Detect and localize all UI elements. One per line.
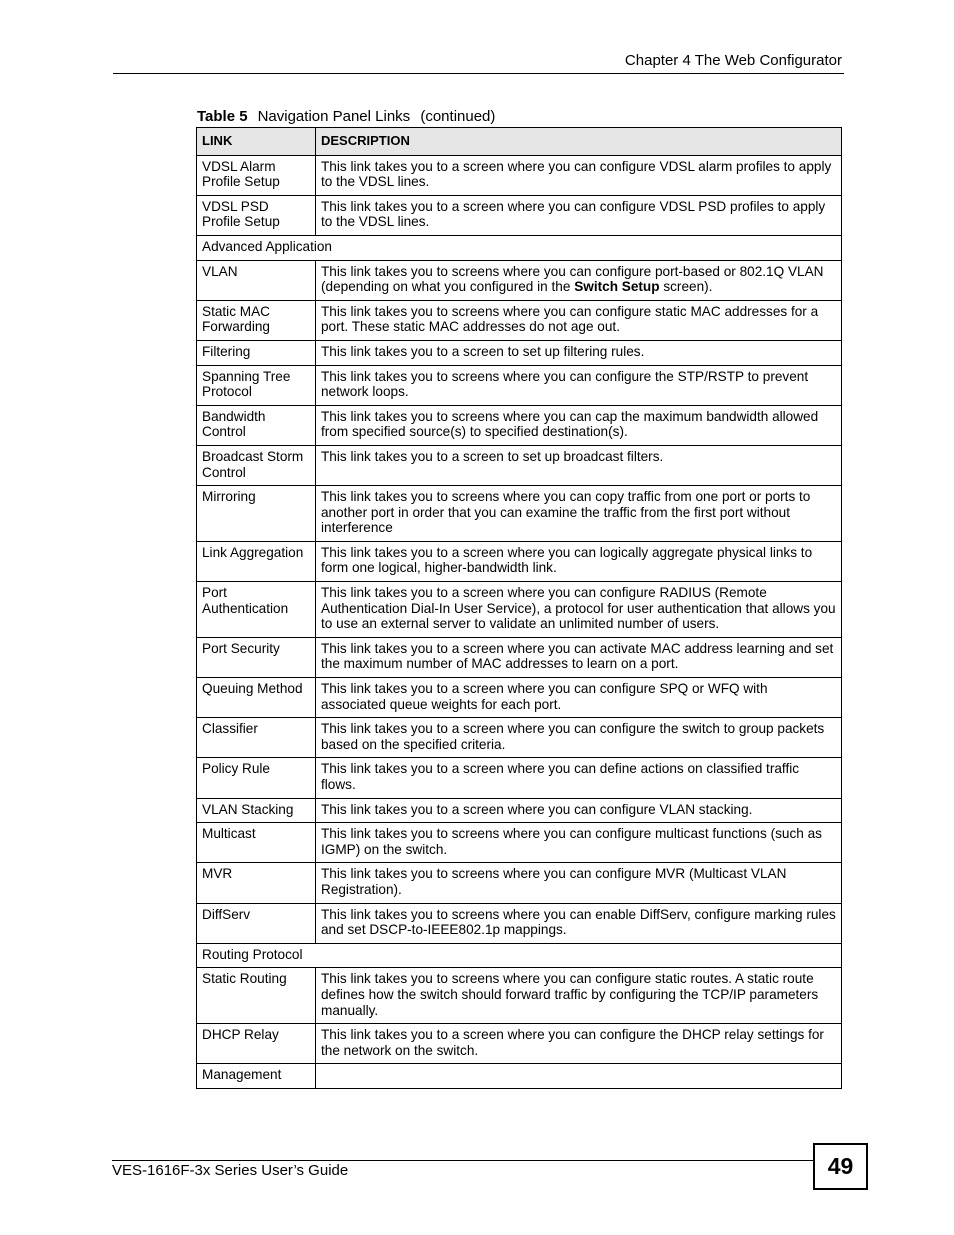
- description-cell: This link takes you to screens where you can enable DiffServ, configure marking rules and set DSCP-to-IEEE802.1p mappings.: [316, 903, 842, 943]
- table-row: [197, 155, 842, 195]
- link-cell: Policy Rule: [197, 758, 316, 798]
- description-emphasis: Switch Setup: [574, 279, 660, 295]
- header-rule: [113, 73, 844, 74]
- link-cell: Queuing Method: [197, 678, 316, 718]
- table-caption-number: Table 5: [197, 108, 248, 125]
- table-row: [197, 195, 842, 235]
- table-row: [197, 758, 842, 798]
- table-row: [197, 1064, 842, 1089]
- link-cell: Mirroring: [197, 486, 316, 542]
- table-row: [197, 300, 842, 340]
- link-cell: DiffServ: [197, 903, 316, 943]
- link-cell: Static Routing: [197, 968, 316, 1024]
- link-cell: VDSL PSD Profile Setup: [197, 195, 316, 235]
- description-cell: This link takes you to a screen where you can configure VLAN stacking.: [316, 798, 842, 823]
- link-cell: Broadcast Storm Control: [197, 445, 316, 485]
- section-label: Advanced Application: [197, 235, 842, 260]
- link-cell: MVR: [197, 863, 316, 903]
- table-caption-suffix: (continued): [420, 108, 496, 125]
- table-row: [197, 718, 842, 758]
- table-row: [197, 1024, 842, 1064]
- table-row: [197, 486, 842, 542]
- footer-rule: [112, 1160, 815, 1161]
- link-cell: VDSL Alarm Profile Setup: [197, 155, 316, 195]
- table-row: [197, 903, 842, 943]
- table-row: [197, 637, 842, 677]
- running-header: Chapter 4 The Web Configurator: [624, 52, 842, 69]
- table-row: [197, 541, 842, 581]
- column-header-description: DESCRIPTION: [316, 128, 842, 156]
- description-cell: This link takes you to a screen to set up broadcast filters.: [316, 445, 842, 485]
- link-cell: Spanning Tree Protocol: [197, 365, 316, 405]
- table-section-row: [197, 235, 842, 260]
- navigation-links-table: [196, 127, 842, 1089]
- link-cell: VLAN: [197, 260, 316, 300]
- link-cell: Link Aggregation: [197, 541, 316, 581]
- description-cell: [316, 1064, 842, 1089]
- description-cell: This link takes you to a screen where you can activate MAC address learning and set the maximum number of MAC addresses to learn on a port.: [316, 637, 842, 677]
- section-label: Routing Protocol: [197, 943, 842, 968]
- table-row: [197, 823, 842, 863]
- page-number: 49: [813, 1143, 868, 1190]
- description-cell: This link takes you to screens where you can cap the maximum bandwidth allowed from specified source(s) to specified destination(s).: [316, 405, 842, 445]
- description-cell: This link takes you to a screen to set up filtering rules.: [316, 340, 842, 365]
- link-cell: Filtering: [197, 340, 316, 365]
- link-cell: Static MAC Forwarding: [197, 300, 316, 340]
- description-cell: This link takes you to screens where you can configure MVR (Multicast VLAN Registration).: [316, 863, 842, 903]
- table-row: [197, 340, 842, 365]
- table-row: [197, 365, 842, 405]
- table-header-row: [197, 128, 842, 156]
- description-cell: This link takes you to a screen where you can configure RADIUS (Remote Authentication Dial-In User Service), a protocol for user authentication that allows you to use an external server to validate an unlimited number of users.: [316, 582, 842, 638]
- column-header-link: LINK: [197, 128, 316, 156]
- description-cell: This link takes you to a screen where you can configure VDSL alarm profiles to apply to the VDSL lines.: [316, 155, 842, 195]
- description-cell: This link takes you to a screen where you can define actions on classified traffic flows.: [316, 758, 842, 798]
- table-row: [197, 798, 842, 823]
- link-cell: Port Security: [197, 637, 316, 677]
- link-cell: Port Authentication: [197, 582, 316, 638]
- link-cell: Classifier: [197, 718, 316, 758]
- description-cell: This link takes you to screens where you can configure static routes. A static route defines how the switch should forward traffic by configuring the TCP/IP parameters manually.: [316, 968, 842, 1024]
- description-cell: This link takes you to screens where you can configure static MAC addresses for a port. These static MAC addresses do not age out.: [316, 300, 842, 340]
- description-cell: This link takes you to a screen where you can configure the DHCP relay settings for the network on the switch.: [316, 1024, 842, 1064]
- table-row: [197, 445, 842, 485]
- table-row: [197, 260, 842, 300]
- link-cell: Multicast: [197, 823, 316, 863]
- link-cell: VLAN Stacking: [197, 798, 316, 823]
- link-cell: Bandwidth Control: [197, 405, 316, 445]
- description-cell: This link takes you to a screen where you can configure SPQ or WFQ with associated queue weights for each port.: [316, 678, 842, 718]
- link-cell: Management: [197, 1064, 316, 1089]
- description-cell: [316, 260, 842, 300]
- table-caption-title: Navigation Panel Links: [257, 108, 411, 125]
- table-row: [197, 678, 842, 718]
- description-cell: This link takes you to screens where you can configure multicast functions (such as IGMP) on the switch.: [316, 823, 842, 863]
- table-section-row: [197, 943, 842, 968]
- description-cell: This link takes you to a screen where you can logically aggregate physical links to form one logical, higher-bandwidth link.: [316, 541, 842, 581]
- table-row: [197, 863, 842, 903]
- description-cell: This link takes you to a screen where you can configure VDSL PSD profiles to apply to the VDSL lines.: [316, 195, 842, 235]
- description-cell: This link takes you to a screen where you can configure the switch to group packets based on the specified criteria.: [316, 718, 842, 758]
- description-cell: This link takes you to screens where you can copy traffic from one port or ports to another port in order that you can examine the traffic from the first port without interference: [316, 486, 842, 542]
- table-body: [197, 155, 842, 1088]
- table-row: [197, 405, 842, 445]
- footer-guide-title: VES-1616F-3x Series User’s Guide: [112, 1162, 349, 1179]
- description-text: This link takes you to screens where you can configure port-based or 802.1Q VLAN (depending on what you configured in the: [321, 263, 824, 295]
- table-row: [197, 968, 842, 1024]
- description-text: screen).: [659, 279, 713, 295]
- table-row: [197, 582, 842, 638]
- table-caption: [197, 108, 495, 125]
- description-cell: This link takes you to screens where you can configure the STP/RSTP to prevent network loops.: [316, 365, 842, 405]
- link-cell: DHCP Relay: [197, 1024, 316, 1064]
